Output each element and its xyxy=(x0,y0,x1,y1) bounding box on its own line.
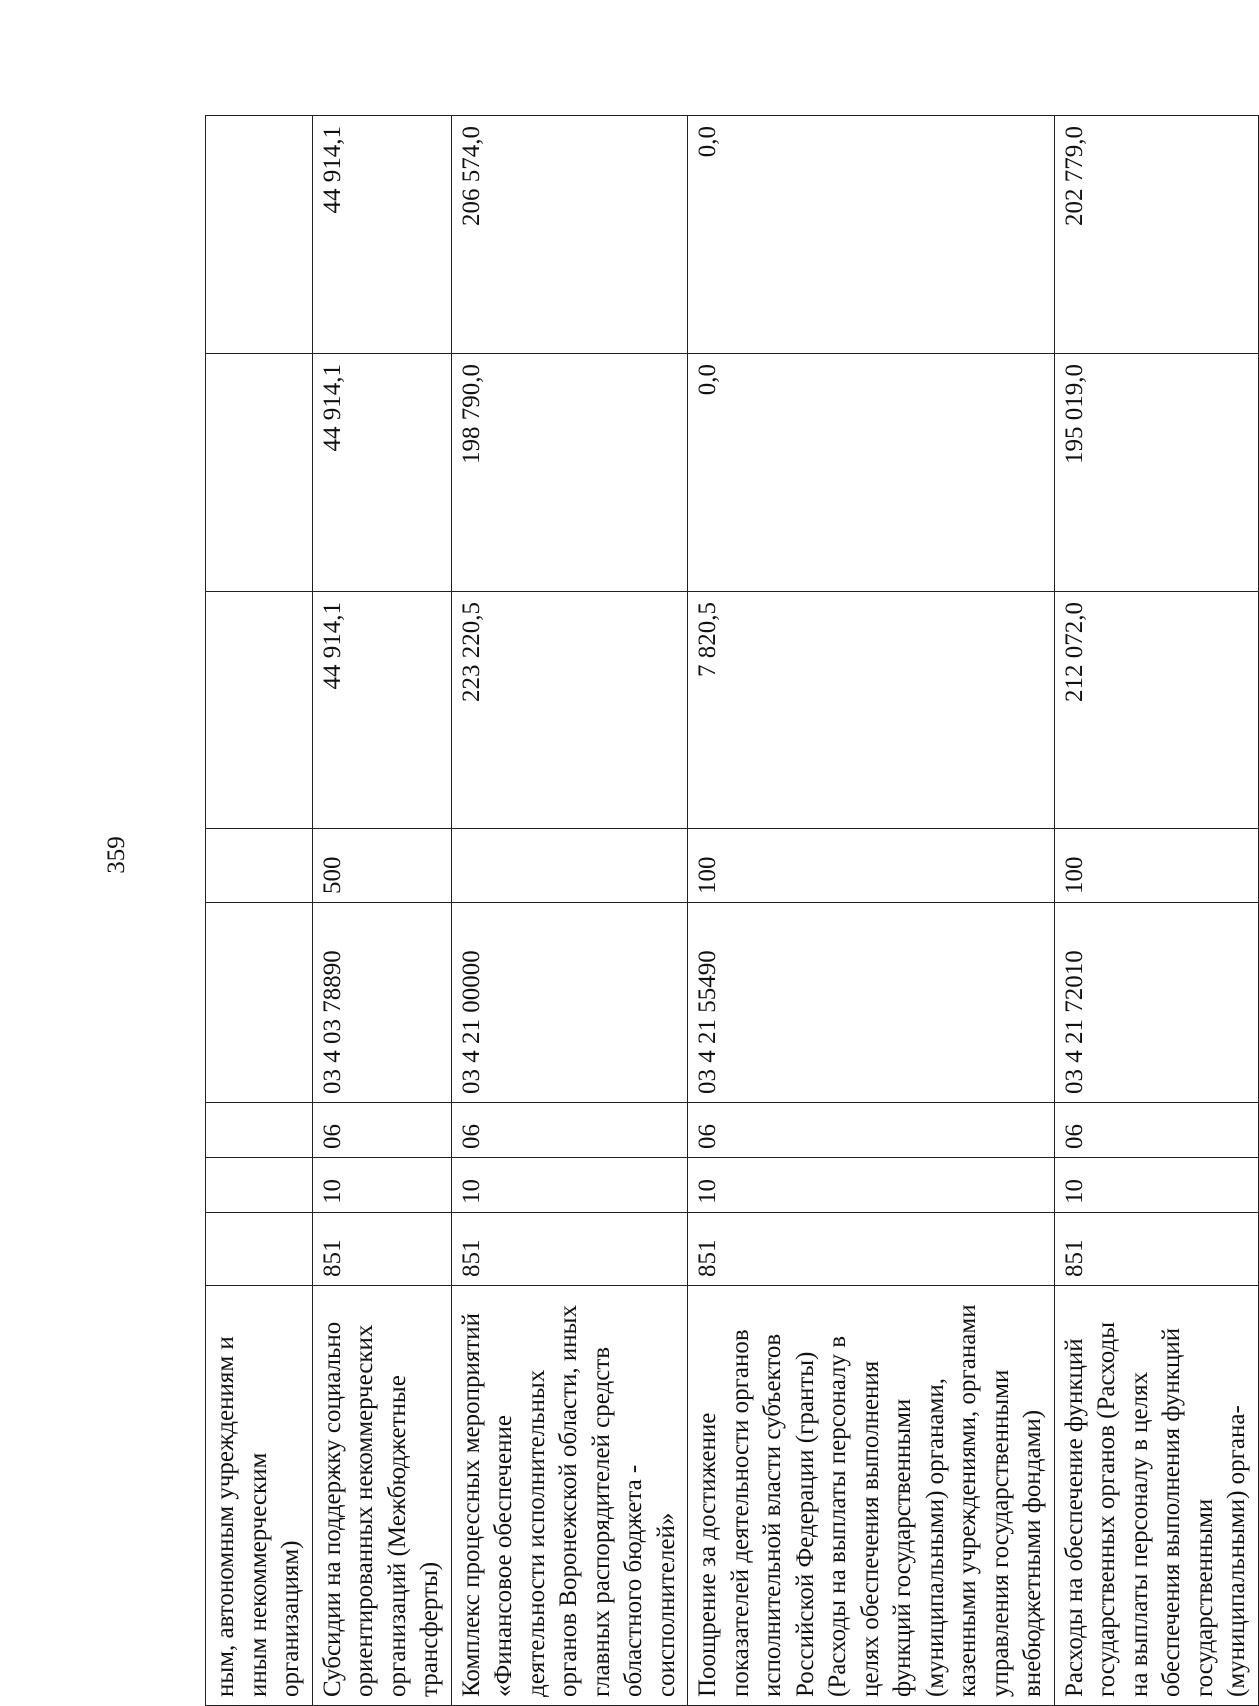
target-article-cell xyxy=(206,903,313,1103)
target-article-cell: 03 4 03 78890 xyxy=(312,903,451,1103)
target-article-cell: 03 4 21 72010 xyxy=(1054,903,1258,1103)
expense-type-cell xyxy=(451,829,688,903)
row-name-cell: Расходы на обеспечение функций государственных органов (Расходы на выплаты персоналу в целях обеспечения выполнения функций государственными (муниципальными) органа- xyxy=(1054,1286,1258,1706)
section-cell: 10 xyxy=(688,1158,1055,1213)
table-row xyxy=(312,116,451,1706)
expense-type-cell: 500 xyxy=(312,829,451,903)
section-cell: 10 xyxy=(451,1158,688,1213)
expense-type-cell: 100 xyxy=(688,829,1055,903)
row-name-cell: ным, автономным учреждениям и иным некоммерческим организациям) xyxy=(206,1286,313,1706)
table-row xyxy=(451,116,688,1706)
amount-year3-cell: 206 574,0 xyxy=(451,116,688,354)
amount-year1-cell xyxy=(206,592,313,829)
row-name-cell: Поощрение за достижение показателей деятельности органов исполнительной власти субъектов Российской Федерации (гранты) (Расходы на выплаты персоналу в целях обеспечения выполнения функций государственными (муниципальными) органами, казенными учреждениями, органами управления государственными внебюджетными фондами) xyxy=(688,1286,1055,1706)
amount-year3-cell: 0,0 xyxy=(688,116,1055,354)
amount-year1-cell: 7 820,5 xyxy=(688,592,1055,829)
subsection-cell: 06 xyxy=(312,1103,451,1158)
amount-year3-cell xyxy=(206,116,313,354)
grbs-cell xyxy=(206,1213,313,1286)
table-row xyxy=(688,116,1055,1706)
amount-year2-cell: 195 019,0 xyxy=(1054,354,1258,592)
row-name-cell: Субсидии на поддержку социально ориентированных некоммерческих организаций (Межбюджетные трансферты) xyxy=(312,1286,451,1706)
section-cell xyxy=(206,1158,313,1213)
expense-type-cell xyxy=(206,829,313,903)
amount-year1-cell: 223 220,5 xyxy=(451,592,688,829)
table-row xyxy=(1054,116,1258,1706)
amount-year2-cell: 44 914,1 xyxy=(312,354,451,592)
grbs-cell: 851 xyxy=(1054,1213,1258,1286)
amount-year2-cell: 198 790,0 xyxy=(451,354,688,592)
grbs-cell: 851 xyxy=(451,1213,688,1286)
budget-table-container xyxy=(205,116,1250,1706)
grbs-cell: 851 xyxy=(312,1213,451,1286)
amount-year2-cell xyxy=(206,354,313,592)
target-article-cell: 03 4 21 00000 xyxy=(451,903,688,1103)
table-row xyxy=(206,116,313,1706)
subsection-cell: 06 xyxy=(451,1103,688,1158)
grbs-cell: 851 xyxy=(688,1213,1055,1286)
amount-year1-cell: 44 914,1 xyxy=(312,592,451,829)
row-name-cell: Комплекс процессных мероприятий «Финансовое обеспечение деятельности исполнительных органов Воронежской области, иных главных распорядителей средств областного бюджета - соисполнителей» xyxy=(451,1286,688,1706)
amount-year2-cell: 0,0 xyxy=(688,354,1055,592)
target-article-cell: 03 4 21 55490 xyxy=(688,903,1055,1103)
amount-year3-cell: 202 779,0 xyxy=(1054,116,1258,354)
subsection-cell xyxy=(206,1103,313,1158)
amount-year3-cell: 44 914,1 xyxy=(312,116,451,354)
budget-table xyxy=(205,115,1259,1706)
subsection-cell: 06 xyxy=(688,1103,1055,1158)
section-cell: 10 xyxy=(1054,1158,1258,1213)
page-number: 359 xyxy=(103,836,130,874)
subsection-cell: 06 xyxy=(1054,1103,1258,1158)
section-cell: 10 xyxy=(312,1158,451,1213)
amount-year1-cell: 212 072,0 xyxy=(1054,592,1258,829)
expense-type-cell: 100 xyxy=(1054,829,1258,903)
